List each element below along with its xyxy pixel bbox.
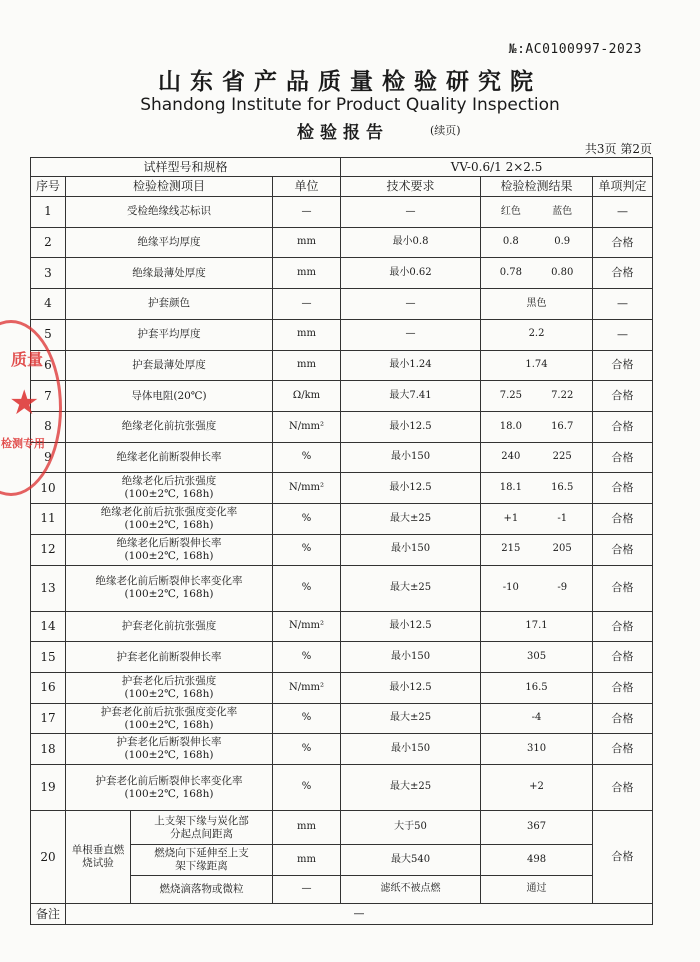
unit: — <box>273 196 341 227</box>
test-item <box>66 411 273 442</box>
column-header: 检验检测项目 <box>66 177 273 196</box>
conclusion: 合格 <box>593 642 653 673</box>
test-item <box>66 227 273 258</box>
requirement: 最大±25 <box>341 765 481 811</box>
test-subitem-line: 上支架下缘与炭化部 <box>154 814 249 827</box>
report-subtitle: (续页) <box>430 124 461 137</box>
result-core-2: 205 <box>552 543 572 555</box>
table-row <box>31 227 653 258</box>
result: 16.5 <box>481 673 593 704</box>
unit: % <box>273 534 341 565</box>
table-row <box>31 504 653 535</box>
test-item <box>66 350 273 381</box>
remark-label: 备注 <box>31 904 66 925</box>
result-core-1: 240 <box>501 451 521 463</box>
requirement: 最小12.5 <box>341 611 481 642</box>
test-item <box>66 319 273 350</box>
requirement: — <box>341 319 481 350</box>
column-header: 序号 <box>31 177 66 196</box>
unit: N/mm² <box>273 611 341 642</box>
result-core-2: 7.22 <box>551 389 574 401</box>
conclusion: 合格 <box>593 442 653 473</box>
table-row <box>31 473 653 504</box>
requirement: 最大±25 <box>341 504 481 535</box>
row-number: 14 <box>31 611 66 642</box>
result-core-2: 16.5 <box>551 481 574 493</box>
unit: — <box>273 875 341 904</box>
result <box>481 534 593 565</box>
test-item-name: 护套老化后断裂伸长率 <box>116 736 222 749</box>
test-subitem-line: 燃烧向下延伸至上支 <box>154 846 249 859</box>
result <box>481 381 593 412</box>
row-number: 15 <box>31 642 66 673</box>
table-row <box>31 642 653 673</box>
result <box>481 473 593 504</box>
row-number: 17 <box>31 703 66 734</box>
requirement: 最小0.8 <box>341 227 481 258</box>
table-row <box>31 442 653 473</box>
requirement: 大于50 <box>341 811 481 845</box>
row-number: 19 <box>31 765 66 811</box>
test-item-name: 绝缘老化后抗张强度 <box>121 475 217 488</box>
result: 305 <box>481 642 593 673</box>
table-row <box>31 196 653 227</box>
table-row <box>31 611 653 642</box>
table-row <box>31 811 653 845</box>
table-row <box>31 319 653 350</box>
row-number: 4 <box>31 289 66 320</box>
row-number: 6 <box>31 350 66 381</box>
test-item-name: 护套老化后抗张强度 <box>121 674 217 687</box>
row-number: 13 <box>31 565 66 611</box>
test-subitem-line: 架下缘距离 <box>175 859 228 872</box>
requirement: 最小1.24 <box>341 350 481 381</box>
result: 498 <box>481 845 593 876</box>
test-item-name: 绝缘老化前断裂伸长率 <box>116 450 222 463</box>
column-header: 检验检测结果 <box>481 177 593 196</box>
result <box>481 411 593 442</box>
requirement: 滤纸不被点燃 <box>341 875 481 904</box>
unit: N/mm² <box>273 673 341 704</box>
row-number: 12 <box>31 534 66 565</box>
conclusion: 合格 <box>593 811 653 904</box>
requirement: 最大±25 <box>341 565 481 611</box>
test-item <box>66 442 273 473</box>
unit: mm <box>273 258 341 289</box>
row-number: 7 <box>31 381 66 412</box>
result-core-2: 0.9 <box>554 236 571 248</box>
test-group: 单根垂直燃烧试验 <box>66 811 131 904</box>
test-item <box>66 534 273 565</box>
unit: Ω/km <box>273 381 341 412</box>
requirement: — <box>341 289 481 320</box>
table-row <box>31 350 653 381</box>
test-item <box>66 473 273 504</box>
test-item-name: 绝缘老化后断裂伸长率 <box>116 536 222 549</box>
conclusion: 合格 <box>593 611 653 642</box>
table-row <box>31 381 653 412</box>
test-item <box>66 258 273 289</box>
test-condition: (100±2℃, 168h) <box>124 588 214 601</box>
conclusion: 合格 <box>593 534 653 565</box>
table-row <box>31 703 653 734</box>
test-item-name: 导体电阻(20℃) <box>131 389 207 402</box>
result-core-1: 18.0 <box>499 420 522 432</box>
conclusion: 合格 <box>593 227 653 258</box>
test-item-name: 护套老化前后抗张强度变化率 <box>100 705 238 718</box>
unit: N/mm² <box>273 411 341 442</box>
result: 通过 <box>481 875 593 904</box>
test-condition: (100±2℃, 168h) <box>124 687 214 700</box>
result: 367 <box>481 811 593 845</box>
result <box>481 565 593 611</box>
test-item <box>66 289 273 320</box>
result-core-2: 0.80 <box>551 266 574 278</box>
test-item-name: 护套老化前后断裂伸长率变化率 <box>95 774 243 787</box>
test-item-name: 绝缘老化前后抗张强度变化率 <box>100 505 238 518</box>
unit: mm <box>273 350 341 381</box>
result: 黑色 <box>481 289 593 320</box>
conclusion: — <box>593 289 653 320</box>
row-number: 20 <box>31 811 66 904</box>
institute-name-cn: 山东省产品质量检验研究院 <box>158 68 542 95</box>
requirement: 最小12.5 <box>341 673 481 704</box>
result <box>481 504 593 535</box>
test-condition: (100±2℃, 168h) <box>124 488 214 501</box>
result-core-1: 红色 <box>500 205 521 217</box>
spec-value: VV-0.6/1 2×2.5 <box>341 158 653 177</box>
result-core-1: 7.25 <box>499 389 522 401</box>
table-row <box>31 534 653 565</box>
result-core-2: 蓝色 <box>552 205 573 217</box>
requirement: 最小150 <box>341 734 481 765</box>
test-item <box>66 611 273 642</box>
conclusion: 合格 <box>593 381 653 412</box>
institute-name-en: Shandong Institute for Product Quality Inspection <box>140 95 560 115</box>
test-item <box>66 565 273 611</box>
unit: — <box>273 289 341 320</box>
test-item-name: 绝缘老化前后断裂伸长率变化率 <box>95 574 243 587</box>
conclusion: — <box>593 319 653 350</box>
test-item-name: 受检绝缘线芯标识 <box>127 205 211 218</box>
requirement: 最大540 <box>341 845 481 876</box>
inspection-table <box>30 157 653 925</box>
result-core-2: -1 <box>557 512 568 524</box>
test-item <box>66 765 273 811</box>
test-item-name: 护套平均厚度 <box>137 328 201 341</box>
conclusion: 合格 <box>593 734 653 765</box>
conclusion: — <box>593 196 653 227</box>
column-header: 技术要求 <box>341 177 481 196</box>
table-row <box>31 258 653 289</box>
column-header-row <box>31 177 653 196</box>
requirement: 最小12.5 <box>341 411 481 442</box>
test-item <box>66 642 273 673</box>
requirement: 最小12.5 <box>341 473 481 504</box>
conclusion: 合格 <box>593 673 653 704</box>
unit: mm <box>273 811 341 845</box>
unit: % <box>273 642 341 673</box>
unit: mm <box>273 319 341 350</box>
unit: N/mm² <box>273 473 341 504</box>
test-subitem <box>131 875 273 904</box>
conclusion: 合格 <box>593 473 653 504</box>
document-number: №:AC0100997-2023 <box>508 42 642 57</box>
result-core-2: -9 <box>557 581 568 593</box>
spec-label: 试样型号和规格 <box>31 158 341 177</box>
test-item-name: 护套颜色 <box>148 297 190 310</box>
result: +2 <box>481 765 593 811</box>
test-item <box>66 504 273 535</box>
test-item <box>66 703 273 734</box>
seal-text-bottom: 检测专用 <box>1 437 45 450</box>
report-title: 检验报告 <box>297 123 389 143</box>
unit: % <box>273 703 341 734</box>
remark-value: — <box>66 904 653 925</box>
result-core-1: +1 <box>503 512 519 524</box>
row-number: 2 <box>31 227 66 258</box>
conclusion: 合格 <box>593 504 653 535</box>
seal-text-top: 质量 <box>11 350 44 369</box>
result-core-1: 18.1 <box>499 481 522 493</box>
test-item-name: 绝缘平均厚度 <box>137 235 201 248</box>
test-item-name: 绝缘老化前抗张强度 <box>121 420 217 433</box>
unit: % <box>273 734 341 765</box>
test-item-name: 护套最薄处厚度 <box>132 358 206 371</box>
result: 1.74 <box>481 350 593 381</box>
unit: % <box>273 565 341 611</box>
test-subitem-line: 燃烧滴落物或微粒 <box>159 883 244 896</box>
test-condition: (100±2℃, 168h) <box>124 749 214 762</box>
result: 2.2 <box>481 319 593 350</box>
test-item-name: 护套老化前抗张强度 <box>121 619 217 632</box>
test-item-name: 绝缘最薄处厚度 <box>132 266 206 279</box>
column-header: 单位 <box>273 177 341 196</box>
conclusion: 合格 <box>593 703 653 734</box>
remark-row <box>31 904 653 925</box>
table-row <box>31 411 653 442</box>
page-info: 共3页 第2页 <box>584 142 652 156</box>
unit: % <box>273 504 341 535</box>
result-core-1: 215 <box>501 543 521 555</box>
requirement: 最大7.41 <box>341 381 481 412</box>
test-subitem <box>131 811 273 845</box>
unit: mm <box>273 227 341 258</box>
result: -4 <box>481 703 593 734</box>
result-core-1: 0.8 <box>502 236 519 248</box>
table-row <box>31 565 653 611</box>
test-item-name: 护套老化前断裂伸长率 <box>116 650 222 663</box>
conclusion: 合格 <box>593 350 653 381</box>
table-row <box>31 734 653 765</box>
result <box>481 227 593 258</box>
requirement: 最小150 <box>341 642 481 673</box>
requirement: 最小0.62 <box>341 258 481 289</box>
table-body <box>31 196 653 924</box>
conclusion: 合格 <box>593 565 653 611</box>
test-subitem <box>131 845 273 876</box>
unit: mm <box>273 845 341 876</box>
column-header: 单项判定 <box>593 177 653 196</box>
result-core-2: 225 <box>552 451 572 463</box>
star-icon: ★ <box>9 383 40 423</box>
unit: % <box>273 442 341 473</box>
row-number: 5 <box>31 319 66 350</box>
table-row <box>31 765 653 811</box>
result <box>481 196 593 227</box>
result: 310 <box>481 734 593 765</box>
row-number: 16 <box>31 673 66 704</box>
test-condition: (100±2℃, 168h) <box>124 518 214 531</box>
requirement: 最小150 <box>341 442 481 473</box>
table-row <box>31 673 653 704</box>
test-condition: (100±2℃, 168h) <box>124 718 214 731</box>
result <box>481 442 593 473</box>
result: 17.1 <box>481 611 593 642</box>
test-item <box>66 734 273 765</box>
test-item <box>66 381 273 412</box>
test-item <box>66 196 273 227</box>
test-condition: (100±2℃, 168h) <box>124 549 214 562</box>
requirement: 最大±25 <box>341 703 481 734</box>
row-number: 9 <box>31 442 66 473</box>
result-core-1: -10 <box>502 581 519 593</box>
conclusion: 合格 <box>593 258 653 289</box>
row-number: 1 <box>31 196 66 227</box>
row-number: 3 <box>31 258 66 289</box>
row-number: 18 <box>31 734 66 765</box>
table-row <box>31 289 653 320</box>
result <box>481 258 593 289</box>
row-number: 8 <box>31 411 66 442</box>
requirement: 最小150 <box>341 534 481 565</box>
test-subitem-line: 分起点间距离 <box>170 827 233 840</box>
unit: % <box>273 765 341 811</box>
test-item <box>66 673 273 704</box>
conclusion: 合格 <box>593 765 653 811</box>
result-core-1: 0.78 <box>499 266 522 278</box>
row-number: 10 <box>31 473 66 504</box>
test-condition: (100±2℃, 168h) <box>124 787 214 800</box>
conclusion: 合格 <box>593 411 653 442</box>
result-core-2: 16.7 <box>551 420 574 432</box>
row-number: 11 <box>31 504 66 535</box>
requirement: — <box>341 196 481 227</box>
